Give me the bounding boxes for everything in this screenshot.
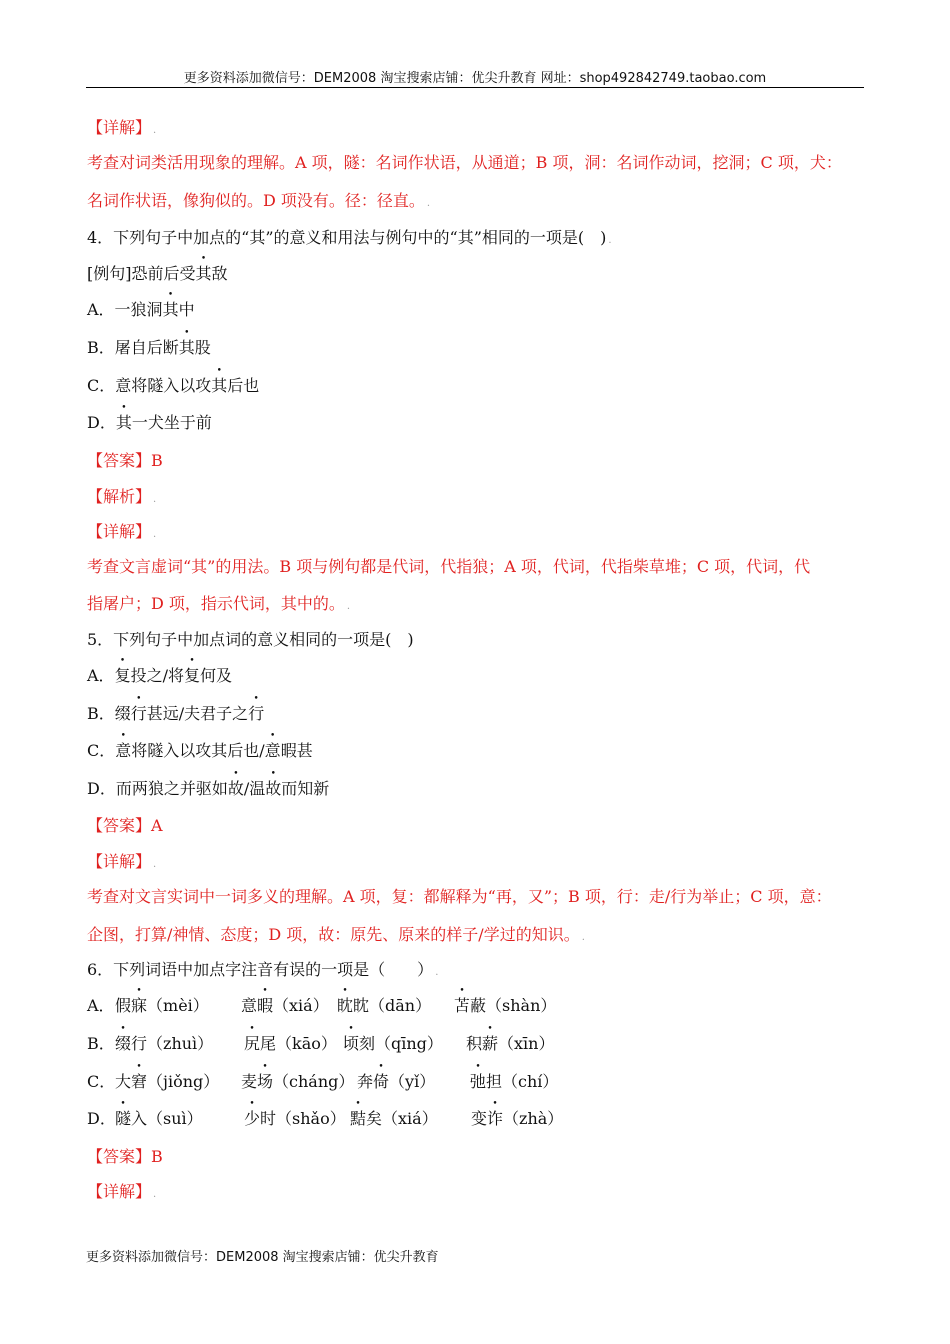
q4-option-b: B．屠自后断其股	[87, 338, 211, 357]
q4-answer: 【答案】B	[87, 451, 163, 470]
q4-stem: 4．下列句子中加点的“其”的意义和用法与例句中的“其”相同的一项是( ) .	[87, 228, 612, 247]
q6-d-word-1: 隧入（suì）	[115, 1109, 203, 1128]
q5-answer: 【答案】A	[87, 816, 163, 835]
q6-a-word-4: 苫蔽（shàn）	[454, 996, 557, 1015]
q6-d-word-2: 少时（shǎo）	[244, 1109, 346, 1128]
q6-stem: 6．下列词语中加点字注音有误的一项是（ ） .	[87, 960, 439, 979]
q5-detail-line-2: 企图，打算/神情、态度；D 项，故：原先、原来的样子/学过的知识。 .	[87, 925, 585, 944]
page-header: 更多资料添加微信号：DEM2008 淘宝搜索店铺：优尖升教育 网址：shop492842749.taobao.com	[183, 71, 767, 86]
q5-option-d: D．而两狼之并驱如故/温故而知新	[87, 779, 330, 798]
q6-answer: 【答案】B	[87, 1147, 163, 1166]
q6-option-a: A． 假寐（mèi） 意暇（xiá） 眈眈（dān） 苫蔽（shàn）	[87, 996, 557, 1015]
q6-a-word-1: 假寐（mèi）	[115, 996, 209, 1015]
q5-detail-label: 【详解】 .	[87, 852, 157, 871]
q6-detail-label: 【详解】 .	[87, 1182, 157, 1201]
q3-detail-line-1: 考查对词类活用现象的理解。A 项，隧：名词作状语，从通道；B 项，洞：名词作动词，挖洞；C 项，犬：	[87, 153, 842, 172]
q6-c-word-1: 大窘（jiǒng）	[115, 1072, 220, 1091]
q4-option-a: A．一狼洞其中	[87, 300, 195, 319]
q4-detail-label: 【详解】 .	[87, 522, 157, 541]
q4-option-d: D．其一犬坐于前	[87, 413, 212, 432]
q5-option-b: B．缀行甚远/夫君子之行	[87, 704, 265, 723]
q4-detail-line-2: 指屠户；D 项，指示代词，其中的。 .	[87, 594, 351, 613]
q5-detail-line-1: 考查对文言实词中一词多义的理解。A 项，复：都解释为“再，又”；B 项，行：走/行为举止；C 项，意：	[87, 887, 832, 906]
q5-option-c: C．意将隧入以攻其后也/意暇甚	[87, 741, 313, 760]
header-divider	[86, 87, 864, 88]
q6-d-word-3: 黠矣（xiá）	[350, 1109, 438, 1128]
q6-a-word-2: 意暇（xiá）	[241, 996, 329, 1015]
q4-detail-line-1: 考查文言虚词“其”的用法。B 项与例句都是代词，代指狼；A 项，代词，代指柴草堆；C 项，代词，代	[87, 557, 811, 576]
q6-c-word-3: 奔倚（yǐ）	[357, 1072, 436, 1091]
q6-c-word-2: 麦场（cháng）	[241, 1072, 355, 1091]
q6-a-word-3: 眈眈（dān）	[337, 996, 432, 1015]
q6-b-word-1: 缀行（zhuì）	[115, 1034, 214, 1053]
q5-option-a: A．复投之/将复何及	[87, 666, 233, 685]
q4-option-c: C．意将隧入以攻其后也	[87, 376, 260, 395]
q6-option-d: D． 隧入（suì） 少时（shǎo） 黠矣（xiá） 变诈（zhà）	[87, 1109, 564, 1128]
q6-option-c: C． 大窘（jiǒng） 麦场（cháng） 奔倚（yǐ） 弛担（chí）	[87, 1072, 559, 1091]
page-footer: 更多资料添加微信号：DEM2008 淘宝搜索店铺：优尖升教育	[86, 1250, 439, 1265]
q6-b-word-2: 尻尾（kāo）	[244, 1034, 337, 1053]
q6-option-b: B． 缀行（zhuì） 尻尾（kāo） 顷刻（qīng） 积薪（xīn）	[87, 1034, 555, 1053]
q3-detail-label: 【详解】 .	[87, 118, 157, 137]
q6-b-word-4: 积薪（xīn）	[466, 1034, 555, 1053]
q6-c-word-4: 弛担（chí）	[470, 1072, 559, 1091]
q4-example: [例句]恐前后受其敌	[87, 264, 228, 283]
q3-detail-line-2: 名词作状语，像狗似的。D 项没有。径：径直。 .	[87, 191, 431, 210]
q4-analysis-label: 【解析】 .	[87, 487, 157, 506]
q6-b-word-3: 顷刻（qīng）	[343, 1034, 443, 1053]
q6-d-word-4: 变诈（zhà）	[471, 1109, 564, 1128]
q5-stem: 5．下列句子中加点词的意义相同的一项是( )	[87, 630, 414, 649]
